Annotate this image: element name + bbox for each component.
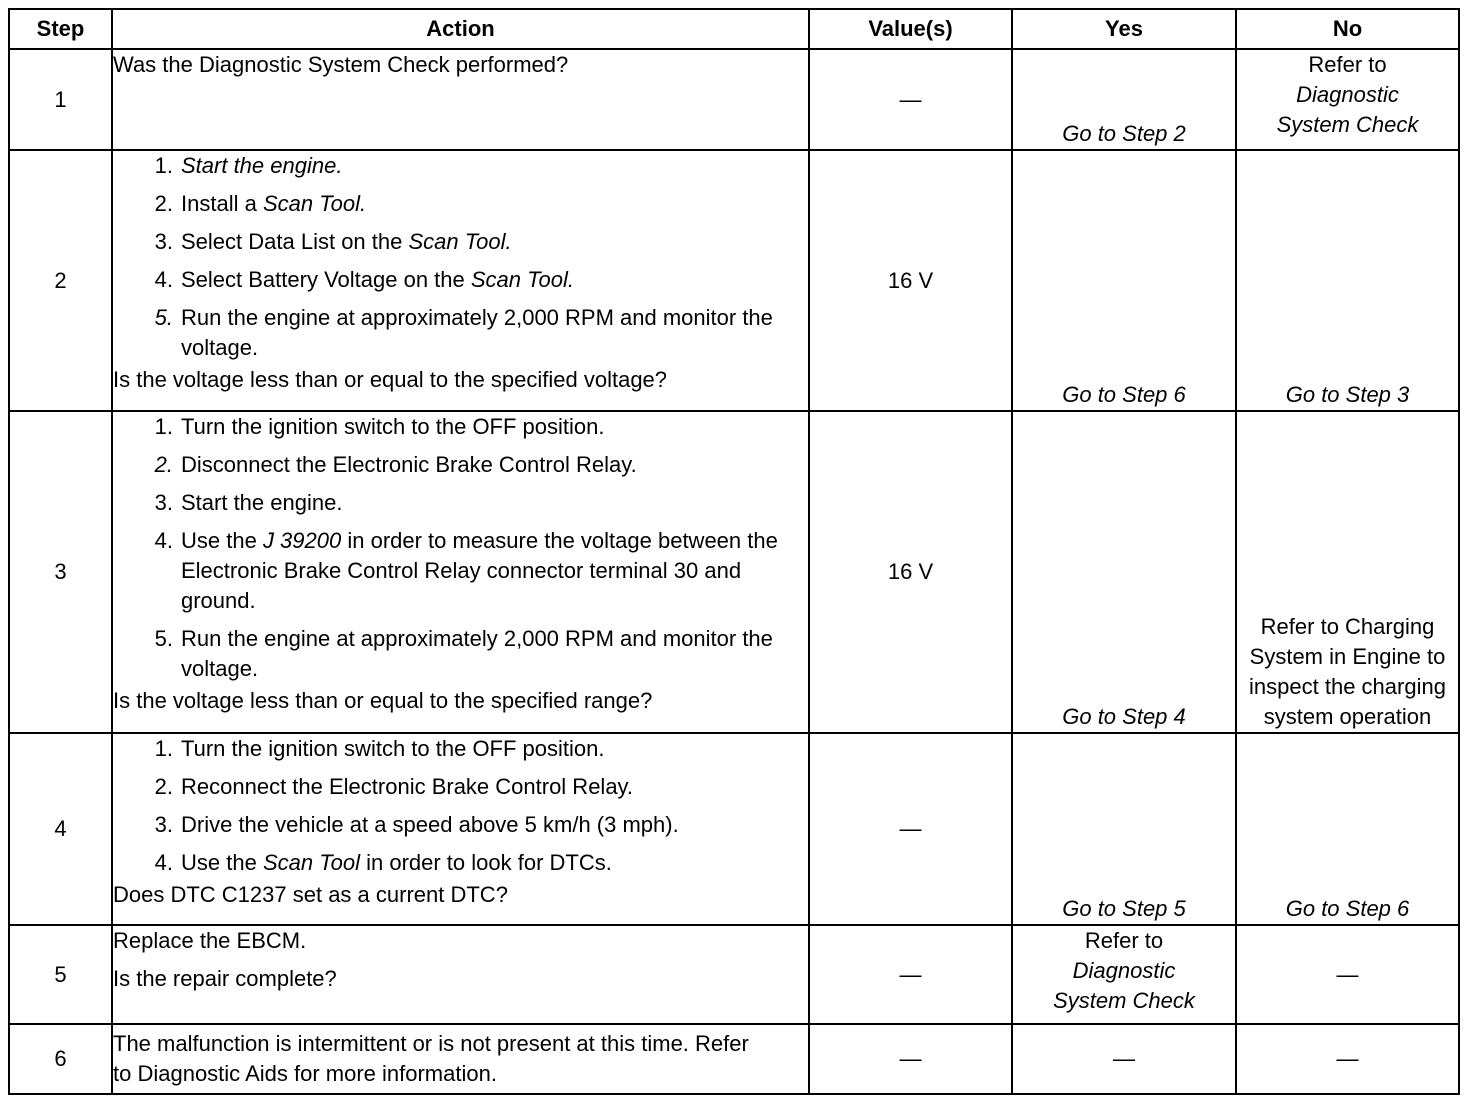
- value-cell: 16 V: [809, 150, 1012, 411]
- action-cell: [112, 150, 809, 411]
- action-cell: [112, 733, 809, 925]
- no-cell: —: [1236, 925, 1459, 1024]
- no-cell[interactable]: [1236, 150, 1459, 411]
- list-item: 4. Use the Scan Tool in order to look for DTCs.: [154, 850, 612, 875]
- step-number: 6: [9, 1024, 112, 1094]
- list-item: 1. Start the engine.: [154, 153, 343, 178]
- list-item: 2. Reconnect the Electronic Brake Control Relay.: [154, 774, 634, 799]
- yes-cell[interactable]: [1012, 49, 1236, 150]
- value-cell: —: [809, 925, 1012, 1024]
- list-item: 5. Run the engine at approximately 2,000 RPM and monitor the voltage.: [154, 305, 773, 360]
- step-number: 3: [9, 411, 112, 733]
- header-no: No: [1236, 9, 1459, 49]
- step-number: 1: [9, 49, 112, 150]
- no-refer-text: Refer to: [1308, 52, 1387, 77]
- step-number: 5: [9, 925, 112, 1024]
- step-number: 4: [9, 733, 112, 925]
- action-list: [113, 412, 808, 684]
- no-cell: —: [1236, 1024, 1459, 1094]
- yes-cell[interactable]: [1012, 150, 1236, 411]
- no-link[interactable]: Go to Step 6: [1285, 896, 1410, 921]
- no-cell[interactable]: [1236, 49, 1459, 150]
- action-question: Was the Diagnostic System Check performed?: [113, 52, 569, 77]
- yes-cell: —: [1012, 1024, 1236, 1094]
- value-cell: —: [809, 733, 1012, 925]
- header-row: [9, 9, 1459, 49]
- list-item: 1. Turn the ignition switch to the OFF position.: [154, 736, 605, 761]
- action-cell: [112, 411, 809, 733]
- table-row: [9, 925, 1459, 1024]
- action-list: [113, 734, 808, 878]
- list-item: 4. Select Battery Voltage on the Scan Tool.: [154, 267, 575, 292]
- diagnostic-table: [8, 8, 1460, 1095]
- action-instruction: Replace the EBCM.: [113, 928, 307, 953]
- action-text: The malfunction is intermittent or is not present at this time. Refer to Diagnostic Aids for more information.: [113, 1031, 749, 1086]
- header-yes: Yes: [1012, 9, 1236, 49]
- yes-link[interactable]: Go to Step 5: [1062, 896, 1186, 921]
- list-item: 4. Use the J 39200 in order to measure the voltage between the Electronic Brake Control Relay connector terminal 30 and ground.: [154, 528, 778, 613]
- action-question: Is the repair complete?: [113, 966, 337, 991]
- no-cell[interactable]: [1236, 733, 1459, 925]
- list-item: 2. Disconnect the Electronic Brake Control Relay.: [154, 452, 637, 477]
- no-cell[interactable]: [1236, 411, 1459, 733]
- action-cell: [112, 925, 809, 1024]
- list-item: 3. Start the engine.: [154, 490, 343, 515]
- yes-cell[interactable]: [1012, 925, 1236, 1024]
- yes-refer-text: Refer to: [1084, 928, 1164, 953]
- yes-link[interactable]: Go to Step 6: [1062, 382, 1186, 407]
- action-question: Is the voltage less than or equal to the specified range?: [113, 688, 653, 713]
- action-cell: [112, 49, 809, 150]
- value-cell: —: [809, 49, 1012, 150]
- table-row: [9, 49, 1459, 150]
- list-item: 3. Drive the vehicle at a speed above 5 km/h (3 mph).: [154, 812, 679, 837]
- action-cell: [112, 1024, 809, 1094]
- step-number: 2: [9, 150, 112, 411]
- yes-link[interactable]: Go to Step 4: [1062, 704, 1186, 729]
- action-question: Does DTC C1237 set as a current DTC?: [113, 882, 508, 907]
- list-item: 2. Install a Scan Tool.: [154, 191, 367, 216]
- value-cell: 16 V: [809, 411, 1012, 733]
- action-question: Is the voltage less than or equal to the specified voltage?: [113, 367, 668, 392]
- yes-cell[interactable]: [1012, 411, 1236, 733]
- table-row: [9, 733, 1459, 925]
- yes-cell[interactable]: [1012, 733, 1236, 925]
- header-step: Step: [9, 9, 112, 49]
- yes-link[interactable]: Diagnostic System Check: [1053, 958, 1195, 1013]
- header-values: Value(s): [809, 9, 1012, 49]
- table-row: [9, 1024, 1459, 1094]
- no-link[interactable]: Go to Step 3: [1285, 382, 1410, 407]
- no-link[interactable]: Refer to Charging System in Engine to inspect the charging system operation: [1249, 614, 1446, 729]
- list-item: 3. Select Data List on the Scan Tool.: [154, 229, 512, 254]
- list-item: 1. Turn the ignition switch to the OFF position.: [154, 414, 605, 439]
- list-item: 5. Run the engine at approximately 2,000 RPM and monitor the voltage.: [154, 626, 773, 681]
- action-list: [113, 151, 808, 363]
- table-row: [9, 150, 1459, 411]
- value-cell: —: [809, 1024, 1012, 1094]
- table-row: [9, 411, 1459, 733]
- yes-link[interactable]: Go to Step 2: [1062, 121, 1186, 146]
- header-action: Action: [112, 9, 809, 49]
- no-link[interactable]: Diagnostic System Check: [1276, 82, 1419, 137]
